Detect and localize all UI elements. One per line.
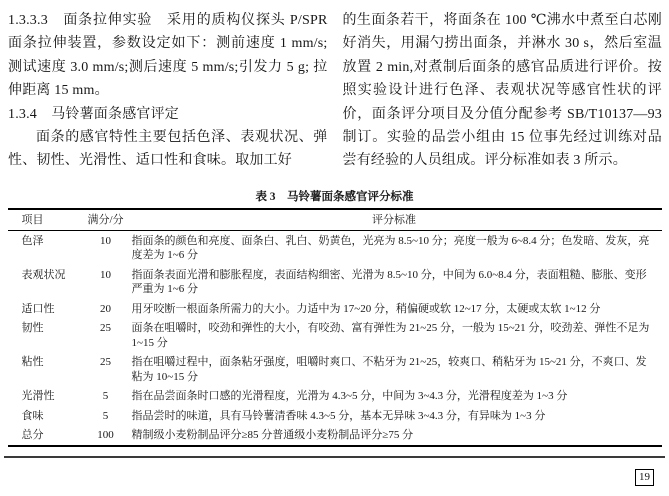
criteria-cell: 用牙咬断一根面条所需力的大小。力适中为 17~20 分，稍偏硬或软 12~17 分，太硬或太软 1~12 分	[131, 302, 601, 315]
left-column	[8, 9, 328, 173]
right-column	[343, 9, 663, 173]
header-item: 项目	[8, 209, 80, 231]
header-score: 满分/分	[80, 209, 132, 231]
item-cell: 适口性	[21, 302, 55, 315]
paragraph: 1.3.4 马铃薯面条感官评定	[8, 106, 179, 122]
criteria-cell: 面条在咀嚼时，咬劲和弹性的大小，有咬劲、富有弹性为 21~25 分，一般为 15~21 分，咬劲差、弹性不足为 1~15 分	[131, 322, 650, 349]
table-caption: 表 3 马铃薯面条感官评分标准	[255, 190, 414, 203]
item-cell: 总分	[21, 429, 44, 442]
paragraph: 1.3.3.3 面条拉伸实验 采用的质构仪探头 P/SPR 面条拉伸装置，参数设定如下：测前速度 1 mm/s; 测试速度 3.0 mm/s;测后速度 5 mm/s;引发力 5 g; 拉伸距离 15 mm。	[8, 13, 328, 99]
table-row	[8, 406, 662, 426]
score-cell: 20	[100, 302, 111, 315]
item-cell: 粘性	[21, 356, 44, 369]
criteria-cell: 指面条表面光滑和膨胀程度，表面结构细密、光滑为 8.5~10 分，中间为 6.0~8.4 分，表面粗糙、膨胀、变形严重为 1~6 分	[131, 268, 647, 296]
item-cell: 光滑性	[21, 390, 55, 403]
table-row	[8, 299, 662, 319]
item-cell: 表观状况	[21, 268, 66, 281]
page-number: 19	[635, 469, 654, 486]
score-cell: 10	[100, 234, 111, 247]
score-cell: 100	[97, 429, 114, 442]
score-cell: 5	[102, 409, 109, 422]
table-header-row	[8, 209, 662, 231]
score-cell: 5	[102, 390, 109, 403]
criteria-cell: 指品尝时的味道，具有马铃薯清香味 4.3~5 分，基本无异味 3~4.3 分，有异味为 1~3 分	[131, 409, 546, 422]
criteria-cell: 指在咀嚼过程中，面条粘牙强度，咀嚼时爽口、不粘牙为 21~25，较爽口、稍粘牙为 15~21 分，不爽口、发粘为 10~15 分	[131, 356, 647, 383]
table-row	[8, 353, 662, 387]
table-row	[8, 319, 662, 353]
item-cell: 韧性	[21, 322, 44, 335]
score-cell: 10	[100, 268, 111, 281]
score-cell: 25	[100, 322, 111, 335]
body-text	[0, 0, 669, 173]
table-row	[8, 231, 662, 266]
sensory-score-table	[8, 208, 662, 448]
table-row	[8, 265, 662, 299]
header-criteria: 评分标准	[132, 209, 662, 231]
table-row	[8, 387, 662, 407]
paragraph: 的生面条若干，将面条在 100 ℃沸水中煮至白芯刚好消失，用漏勺捞出面条，并淋水 30 s，然后室温放置 2 min,对煮制后面条的感官品质进行评价。按照实验设计进行色泽、表观状况等感官性状的评价，面条评分项目及分值分配参考 SB/T10137—93 制订。实验的品尝小组由 15 位事先经过训练对品尝有经验的人员组成。评分标准如表 3 所示。	[342, 13, 662, 169]
item-cell: 色泽	[21, 234, 44, 247]
criteria-cell: 精制级小麦粉制品评分≥85 分普通级小麦粉制品评分≥75 分	[131, 429, 414, 442]
paragraph: 面条的感官特性主要包括色泽、表观状况、弹性、韧性、光滑性、适口性和食味。取加工好	[8, 130, 328, 169]
table-row	[8, 426, 662, 447]
criteria-cell: 指在品尝面条时口感的光滑程度，光滑为 4.3~5 分，中间为 3~4.3 分，光滑程度差为 1~3 分	[131, 390, 568, 403]
footer-rule	[4, 456, 665, 458]
criteria-cell: 指面条的颜色和亮度、面条白、乳白、奶黄色，光亮为 8.5~10 分；亮度一般为 6~8.4 分；色发暗、发灰，亮度差为 1~6 分	[131, 234, 650, 262]
score-cell: 25	[100, 356, 111, 369]
item-cell: 食味	[21, 409, 44, 422]
